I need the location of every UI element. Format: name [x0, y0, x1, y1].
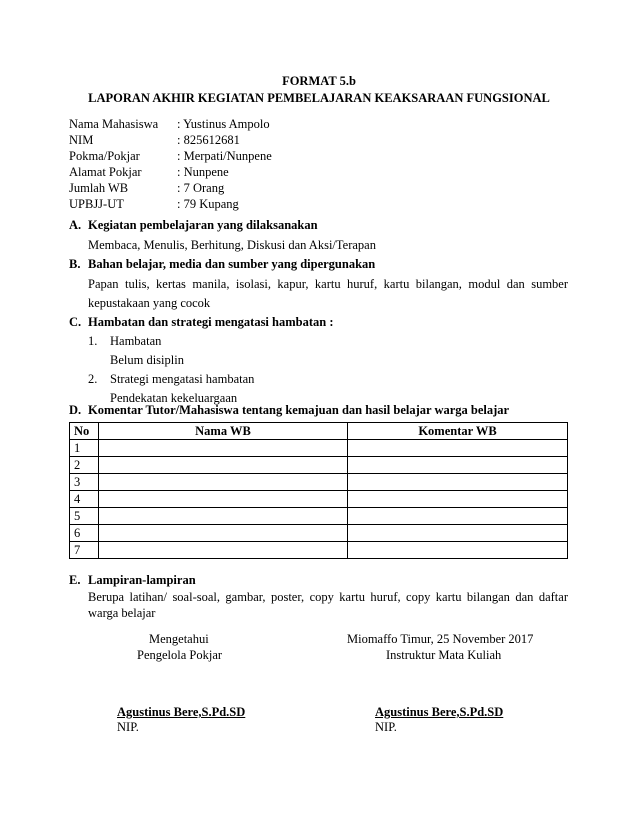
info-row [69, 164, 272, 180]
section-d-heading [69, 403, 509, 418]
table-header-row [70, 423, 568, 440]
info-value: : Yustinus Ampolo [177, 117, 270, 131]
section-b-heading [69, 257, 375, 272]
section-b-line2: kepustakaan yang cocok [88, 296, 211, 310]
info-row [69, 132, 272, 148]
nama-cell [99, 474, 348, 491]
row-number: 3 [70, 474, 99, 491]
table-row [70, 491, 568, 508]
section-title: Hambatan dan strategi mengatasi hambatan : [88, 315, 334, 329]
info-label: Jumlah WB [69, 181, 129, 195]
komentar-cell [348, 525, 568, 542]
info-label: Pokma/Pokjar [69, 149, 140, 163]
c-item2-number: 2. [88, 372, 98, 386]
c-item2-text: Pendekatan kekeluargaan [110, 391, 238, 405]
komentar-cell [348, 474, 568, 491]
row-number: 1 [70, 440, 99, 457]
info-row [69, 116, 272, 132]
section-e-heading [69, 573, 196, 588]
header-nama-wb: Nama WB [99, 423, 348, 440]
c-item1-number: 1. [88, 334, 98, 348]
sign-left-name: Agustinus Bere,S.Pd.SD [117, 705, 246, 719]
info-label: Nama Mahasiswa [69, 117, 159, 131]
section-letter: D. [69, 403, 82, 417]
sign-right-line1: Miomaffo Timur, 25 November 2017 [347, 632, 534, 646]
header-no: No [70, 423, 99, 440]
section-a-text: Membaca, Menulis, Berhitung, Diskusi dan Aksi/Terapan [88, 238, 376, 252]
section-e-line2: warga belajar [88, 606, 156, 620]
info-row [69, 148, 272, 164]
row-number: 7 [70, 542, 99, 559]
sign-left-nip: NIP. [117, 720, 139, 734]
section-title: Komentar Tutor/Mahasiswa tentang kemajuan dan hasil belajar warga belajar [88, 403, 510, 417]
section-letter: E. [69, 573, 81, 587]
nama-cell [99, 457, 348, 474]
info-label: Alamat Pokjar [69, 165, 142, 179]
komentar-cell [348, 491, 568, 508]
section-title: Bahan belajar, media dan sumber yang dipergunakan [88, 257, 376, 271]
section-letter: A. [69, 218, 82, 232]
section-b-line1: Papan tulis, kertas manila, isolasi, kapur, kartu huruf, kartu bilangan, modul dan sumber [88, 277, 568, 291]
report-title: LAPORAN AKHIR KEGIATAN PEMBELAJARAN KEAKSARAAN FUNGSIONAL [88, 91, 550, 105]
row-number: 6 [70, 525, 99, 542]
info-label: UPBJJ-UT [69, 197, 124, 211]
section-a-heading [69, 218, 318, 233]
table-row [70, 457, 568, 474]
sign-right-name: Agustinus Bere,S.Pd.SD [375, 705, 504, 719]
info-value: : 79 Kupang [177, 197, 239, 211]
table-row [70, 525, 568, 542]
nama-cell [99, 440, 348, 457]
nama-cell [99, 508, 348, 525]
info-row [69, 196, 272, 212]
section-letter: C. [69, 315, 82, 329]
table-row [70, 474, 568, 491]
section-e-line1: Berupa latihan/ soal-soal, gambar, poster, copy kartu huruf, copy kartu bilangan dan daftar [88, 590, 568, 604]
komentar-cell [348, 457, 568, 474]
komentar-cell [348, 542, 568, 559]
nama-cell [99, 525, 348, 542]
table-row [70, 440, 568, 457]
info-value: : Merpati/Nunpene [177, 149, 272, 163]
section-letter: B. [69, 257, 81, 271]
section-c-heading [69, 315, 334, 330]
format-label: FORMAT 5.b [282, 74, 356, 88]
table-row [70, 508, 568, 525]
sign-right-line2: Instruktur Mata Kuliah [386, 648, 502, 662]
komentar-cell [348, 508, 568, 525]
sign-right-nip: NIP. [375, 720, 397, 734]
student-info [69, 116, 272, 212]
c-item1-title: Hambatan [110, 334, 162, 348]
sign-left-line1: Mengetahui [149, 632, 209, 646]
c-item1-text: Belum disiplin [110, 353, 184, 367]
nama-cell [99, 491, 348, 508]
info-row [69, 180, 272, 196]
sign-left-line2: Pengelola Pokjar [137, 648, 223, 662]
row-number: 5 [70, 508, 99, 525]
table-row [70, 542, 568, 559]
nama-cell [99, 542, 348, 559]
comment-table [69, 422, 568, 559]
c-item2-title: Strategi mengatasi hambatan [110, 372, 255, 386]
section-title: Kegiatan pembelajaran yang dilaksanakan [88, 218, 318, 232]
info-value: : 825612681 [177, 133, 240, 147]
row-number: 2 [70, 457, 99, 474]
header-komentar-wb: Komentar WB [348, 423, 568, 440]
komentar-cell [348, 440, 568, 457]
info-value: : Nunpene [177, 165, 229, 179]
info-value: : 7 Orang [177, 181, 225, 195]
row-number: 4 [70, 491, 99, 508]
info-label: NIM [69, 133, 94, 147]
section-title: Lampiran-lampiran [88, 573, 196, 587]
